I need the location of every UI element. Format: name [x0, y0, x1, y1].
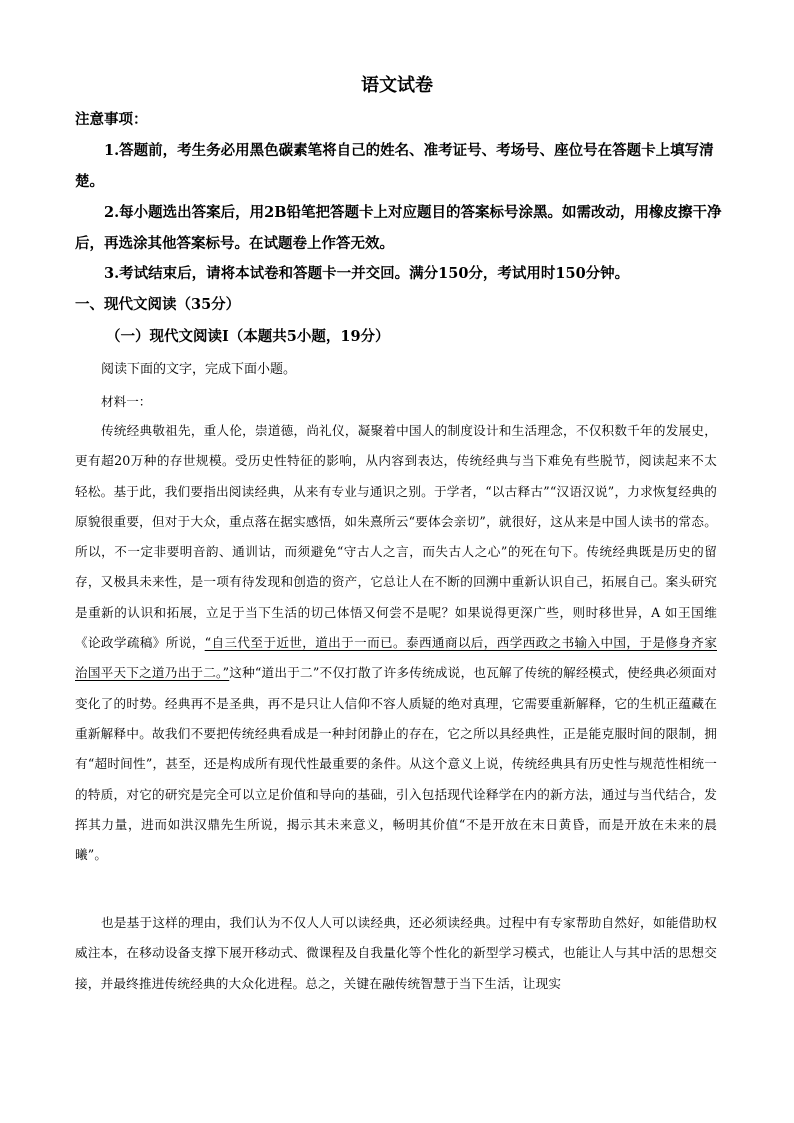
- notice-item-1: 1.答题前，考生务必用黑色碳素笔将自己的姓名、准考证号、考场号、座位号在答题卡上填写清楚。: [75, 142, 714, 190]
- notice-heading: 注意事项：: [75, 111, 148, 128]
- material-paragraph-1: [75, 416, 717, 870]
- reading-instruction: 阅读下面的文字，完成下面小题。: [101, 362, 297, 377]
- notice-item-3: 3.考试结束后，请将本试卷和答题卡一并交回。满分150分，考试用时150分钟。: [104, 265, 630, 282]
- underlined-quote: “自三代至于近世，道出于一而已。泰西通商以后，西学西政之书输入中国，于是修身齐家治国平天下之道乃出于二。”: [75, 635, 717, 681]
- paragraph-text: 传统经典敬祖先，重人伦，崇道德，尚礼仪，凝聚着中国人的制度设计和生活理念，不仅积数千年的发展史，更有超20万种的存世规模。受历史性特征的影响，从内容到表达，传统经典与当下难免有些脱节，阅读起来不太轻松。基于此，我们要指出阅读经典，从来有专业与通识之别。于学者，“以古释古”“汉语汉说”，力求恢复经典的原貌很重要，但对于大众，重点落在据实感悟，如朱熹所云“要体会亲切”，就很好，这从来是中国人读书的常态。所以，不一定非要明音韵、通训诂，而须避免“守古人之言，而失古人之心”的死在句下。传统经典既是历史的留存，又极具未来性，是一项有待发现和创造的资产，它总让人在不断的回溯中重新认识自己，拓展自己。案头研究是重新的认识和拓展，立足于当下生活的切己体悟又何尝不是呢？如果说得更深广些，则时移世异，A 如王国维《论政学疏稿》所说，: [75, 423, 717, 651]
- notice-item-2: 2.每小题选出答案后，用2B铅笔把答题卡上对应题目的答案标号涂黑。如需改动，用橡皮擦干净后，再选涂其他答案标号。在试题卷上作答无效。: [75, 204, 722, 252]
- subsection-heading: （一）现代文阅读Ⅰ（本题共5小题，19分）: [106, 328, 390, 345]
- section-heading: 一、现代文阅读（35分）: [75, 296, 241, 313]
- paragraph-text-cont: 这种“道出于二”不仅打散了许多传统成说，也瓦解了传统的解经模式，使经典必须面对变化了的时势。经典再不是圣典，再不是只让人信仰不容人质疑的绝对真理，它需要重新解释，它的生机正蕴藏在重新解释中。故我们不要把传统经典看成是一种封闭静止的存在，它之所以具经典性，正是能克服时间的限制，拥有“超时间性”，甚至，还是构成所有现代性最重要的条件。从这个意义上说，传统经典具有历史性与规范性相统一的特质，对它的研究是完全可以立足价值和导向的基础，引入包括现代诠释学在内的新方法，通过与当代结合，发挥其力量，进而如洪汉鼎先生所说，揭示其未来意义，畅明其价值“不是开放在末日黄昏，而是开放在未来的晨曦”。: [75, 665, 717, 863]
- material-label: 材料一：: [101, 394, 152, 409]
- page-title: 语文试卷: [361, 75, 433, 96]
- material-paragraph-2: 也是基于这样的理由，我们认为不仅人人可以读经典，还必须读经典。过程中有专家帮助自然好，如能借助权威注本，在移动设备支撑下展开移动式、微课程及自我量化等个性化的新型学习模式，也能让人与其中活的思想交接，并最终推进传统经典的大众化进程。总之，关键在融传统智慧于当下生活，让现实: [75, 915, 717, 991]
